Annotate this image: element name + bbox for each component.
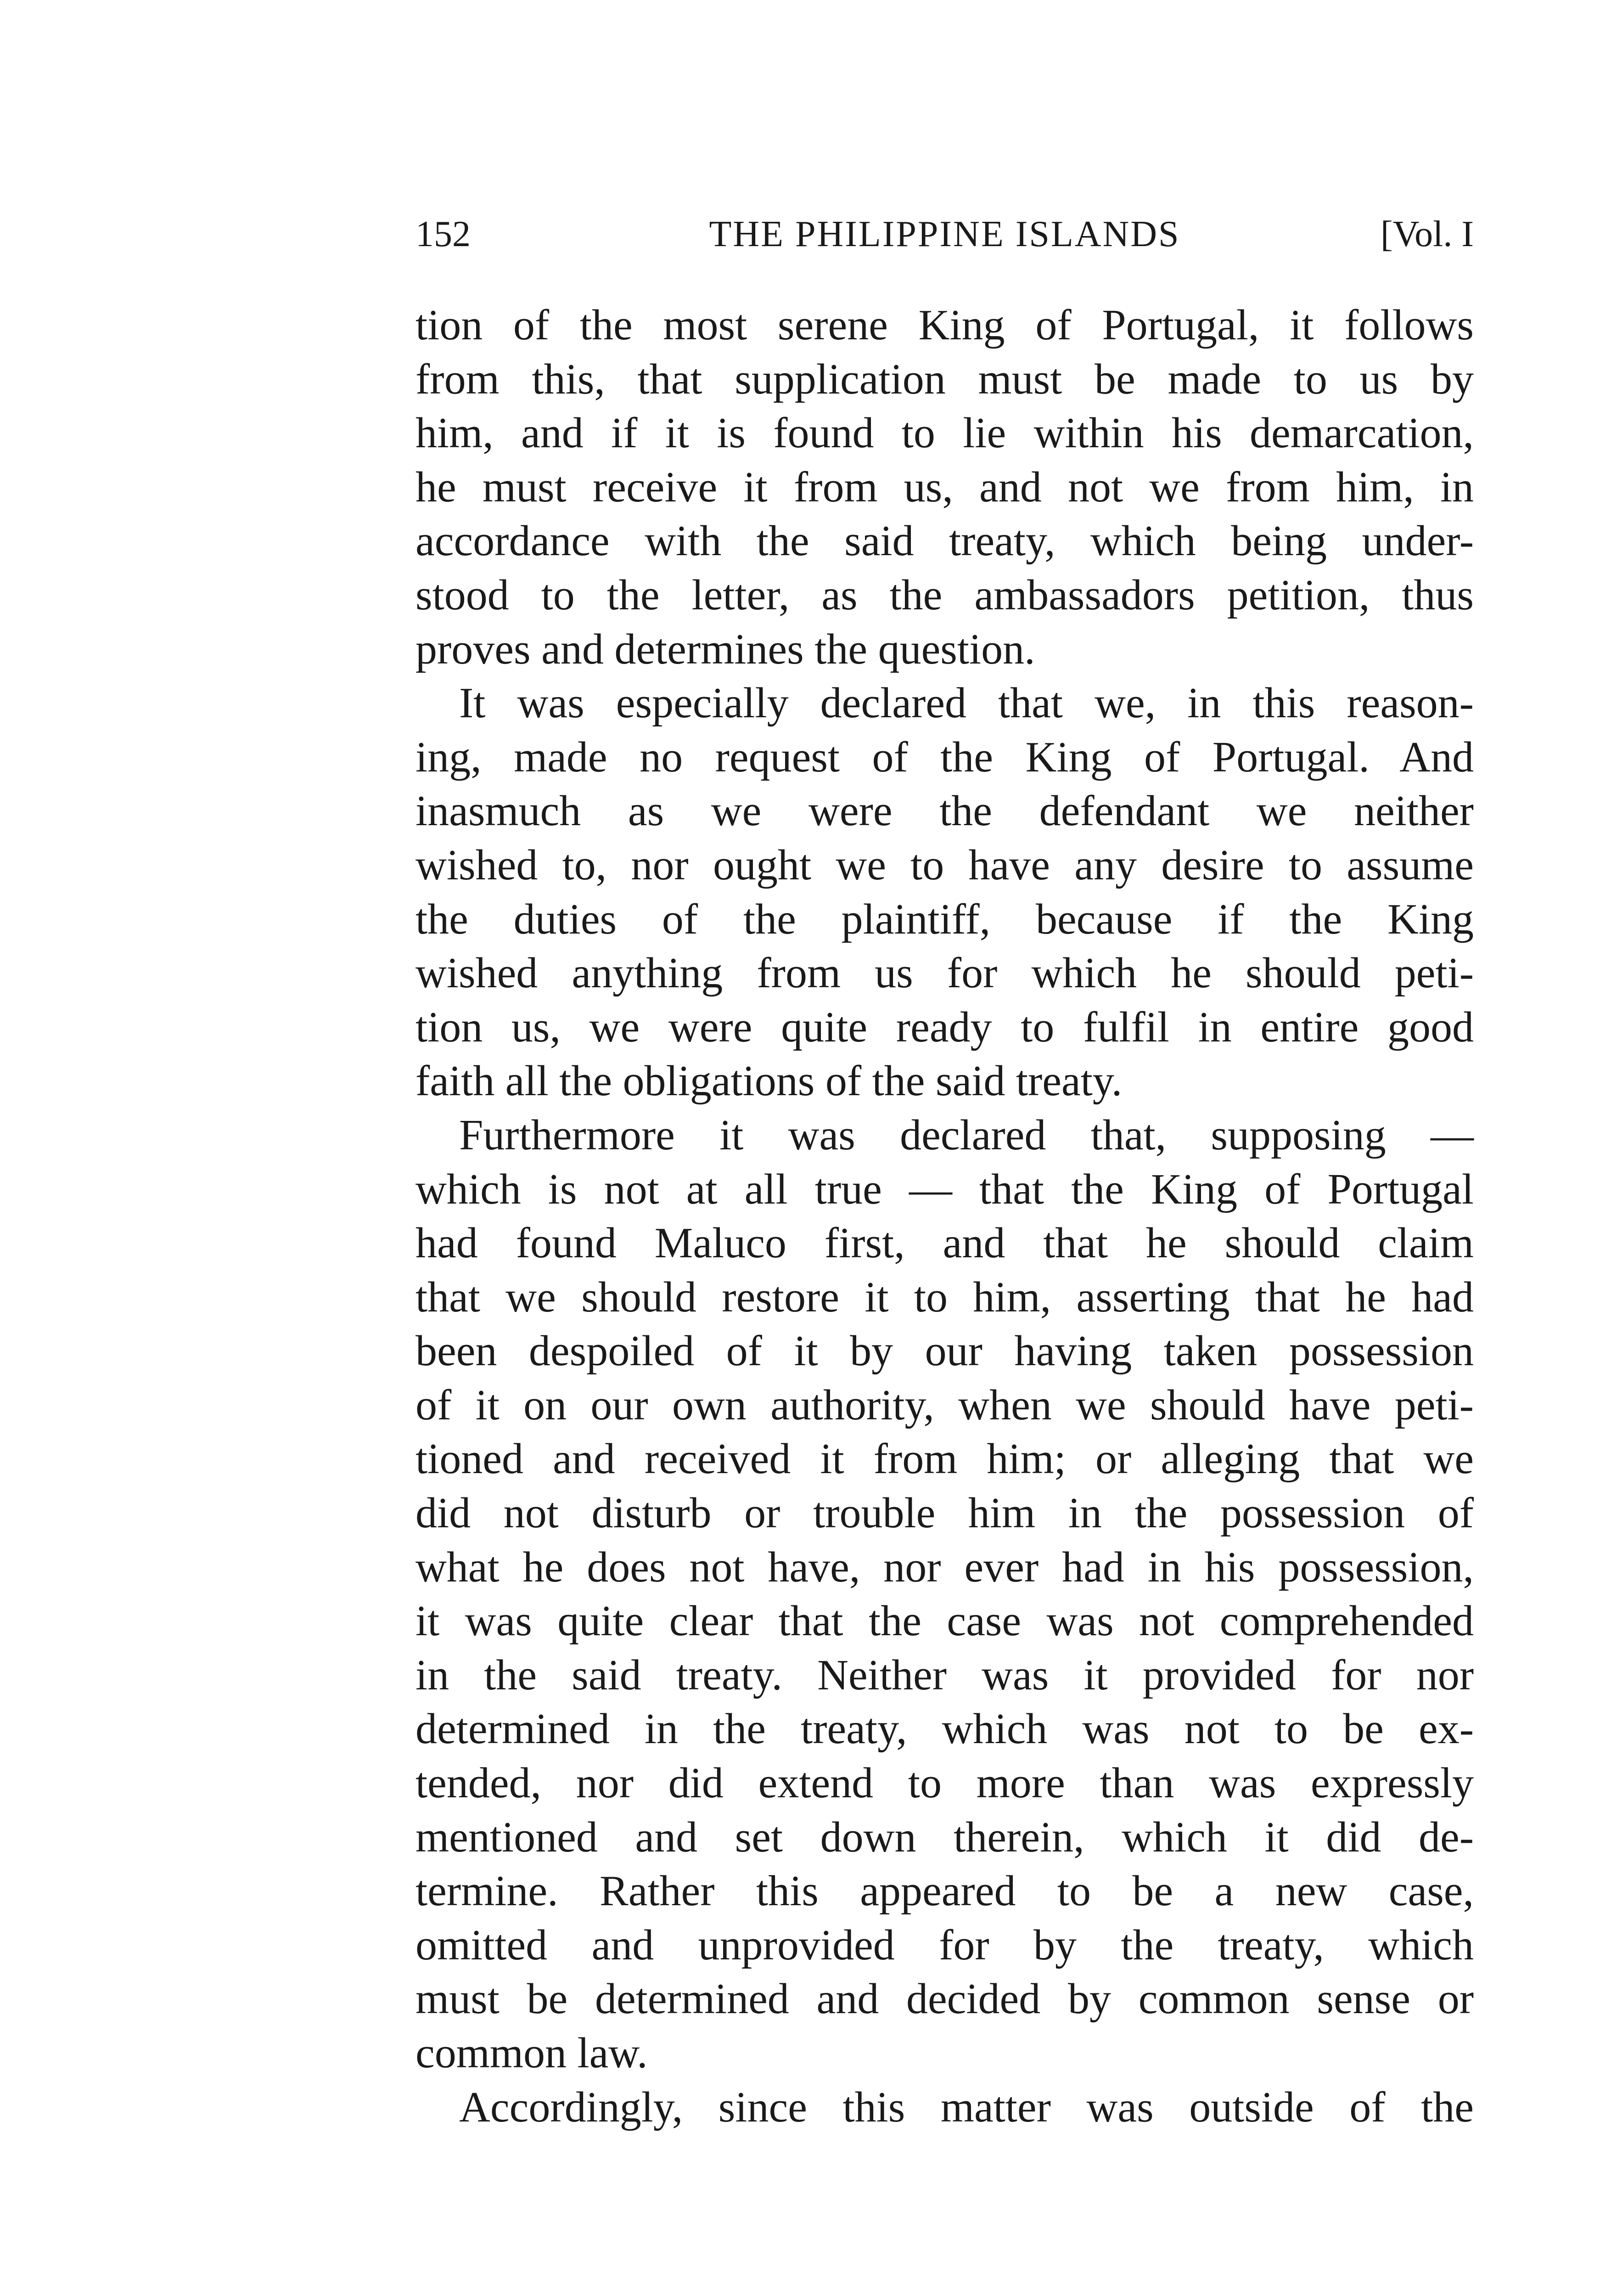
text-line: what he does not have, nor ever had in his possession, [415,1543,1474,1591]
text-line: determined in the treaty, which was not to be ex- [415,1705,1474,1753]
text-line: it was quite clear that the case was not comprehended [415,1597,1474,1645]
text-line: in the said treaty. Neither was it provided for nor [415,1651,1474,1699]
text-line: tioned and received it from him; or alleging that we [415,1435,1474,1483]
text-line: must be determined and decided by common sense or [415,1975,1474,2023]
text-line: tion of the most serene King of Portugal, it follows [415,301,1474,349]
text-line: Accordingly, since this matter was outside of the [459,2083,1474,2131]
running-head [415,209,1474,259]
text-line: stood to the letter, as the ambassadors petition, thus [415,571,1474,619]
text-line: did not disturb or trouble him in the possession of [415,1489,1474,1537]
text-line: termine. Rather this appeared to be a new case, [415,1867,1474,1915]
paragraph [415,2081,1474,2135]
text-line: had found Maluco first, and that he should claim [415,1219,1474,1267]
text-line: inasmuch as we were the defendant we neither [415,787,1474,835]
text-line: been despoiled of it by our having taken possession [415,1327,1474,1375]
volume-label: [Vol. I [1381,214,1474,254]
text-line: omitted and unprovided for by the treaty, which [415,1921,1474,1969]
text-line: that we should restore it to him, asserting that he had [415,1273,1474,1321]
text-line: accordance with the said treaty, which being under- [415,517,1474,565]
text-line: the duties of the plaintiff, because if the King [415,895,1474,943]
text-line: It was especially declared that we, in this reason- [459,679,1474,727]
page-number: 152 [415,214,471,254]
text-line: common law. [415,2029,648,2077]
paragraph [415,1109,1474,2081]
text-line: ing, made no request of the King of Portugal. And [415,733,1474,781]
text-line: which is not at all true — that the King of Portugal [415,1165,1474,1213]
text-line: tion us, we were quite ready to fulfil in entire good [415,1003,1474,1051]
body-text [415,298,1474,2134]
text-line: wished to, nor ought we to have any desire to assume [415,841,1474,889]
text-line: wished anything from us for which he should peti- [415,949,1474,997]
running-title: THE PHILIPPINE ISLANDS [709,214,1180,254]
text-line: proves and determines the question. [415,625,1035,673]
text-line: from this, that supplication must be made to us by [415,355,1474,403]
text-line: faith all the obligations of the said treaty. [415,1057,1123,1105]
text-line: tended, nor did extend to more than was expressly [415,1759,1474,1807]
paragraph [415,298,1474,676]
text-line: mentioned and set down therein, which it did de- [415,1813,1474,1861]
text-line: of it on our own authority, when we should have peti- [415,1381,1474,1429]
text-line: Furthermore it was declared that, supposing — [459,1111,1474,1159]
paragraph [415,676,1474,1109]
text-line: him, and if it is found to lie within his demarcation, [415,409,1474,457]
text-line: he must receive it from us, and not we from him, in [415,463,1474,511]
